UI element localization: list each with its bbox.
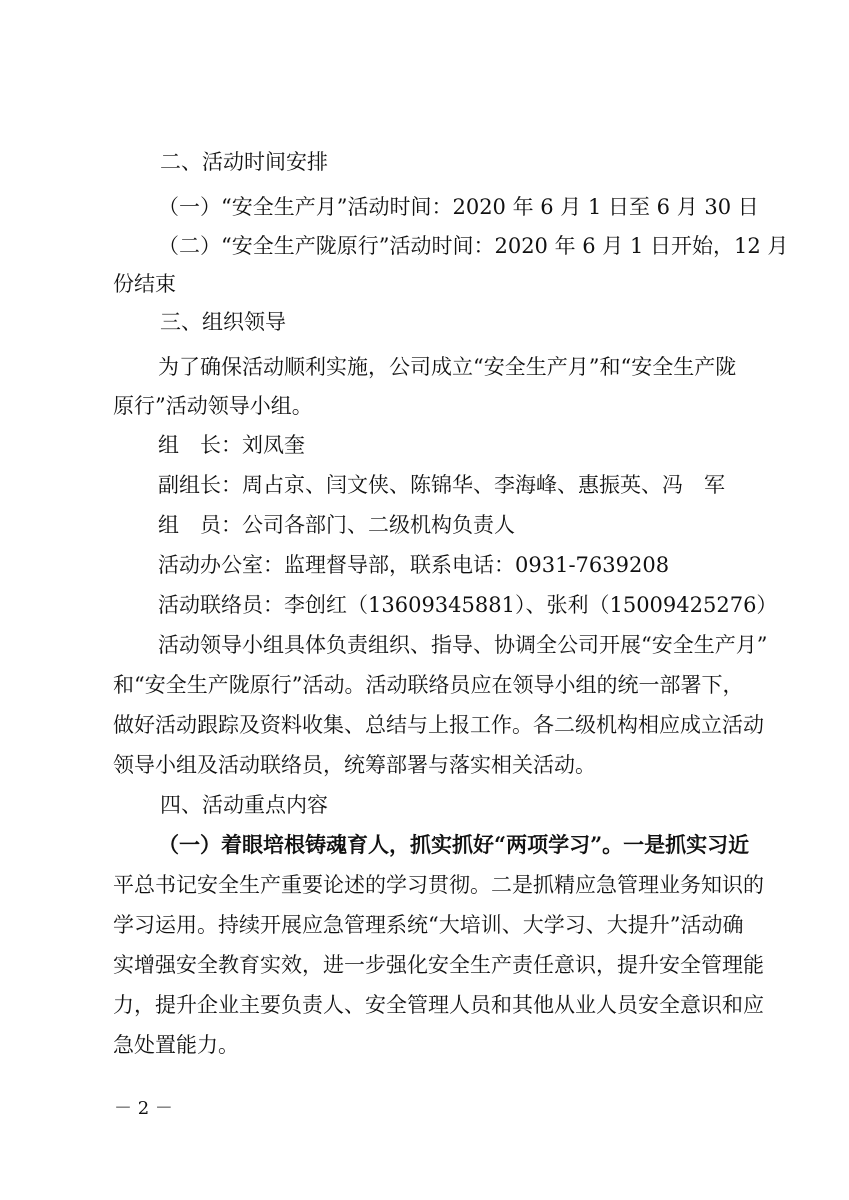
organization-intro-line1: 为了确保活动顺利实施，公司成立“安全生产月”和“安全生产陇 bbox=[158, 355, 737, 379]
leadership-duty-line3: 做好活动跟踪及资料收集、总结与上报工作。各二级机构相应成立活动 bbox=[113, 713, 764, 737]
activity-liaisons: 活动联络员：李创红（13609345881）、张利（15009425276） bbox=[158, 593, 778, 617]
section-heading-key-content: 四、活动重点内容 bbox=[160, 793, 328, 817]
key-content-item1-line4: 实增强安全教育实效，进一步强化安全生产责任意识，提升安全管理能 bbox=[113, 953, 764, 977]
schedule-item-safety-month: （一）“安全生产月”活动时间：2020 年 6 月 1 日至 6 月 30 日 bbox=[158, 195, 759, 219]
key-content-item1-line6: 急处置能力。 bbox=[113, 1033, 239, 1057]
key-content-item1-line2: 平总书记安全生产重要论述的学习贯彻。二是抓精应急管理业务知识的 bbox=[113, 873, 764, 897]
section-heading-organization: 三、组织领导 bbox=[160, 310, 286, 334]
key-content-item1-line3: 学习运用。持续开展应急管理系统“大培训、大学习、大提升”活动确 bbox=[113, 913, 744, 937]
key-content-item1-line5: 力，提升企业主要负责人、安全管理人员和其他从业人员安全意识和应 bbox=[113, 993, 764, 1017]
activity-office: 活动办公室：监理督导部，联系电话：0931-7639208 bbox=[158, 553, 670, 577]
schedule-item-longyuan-line1: （二）“安全生产陇原行”活动时间：2020 年 6 月 1 日开始，12 月 bbox=[158, 234, 789, 258]
deputy-leaders: 副组长：周占京、闫文侠、陈锦华、李海峰、惠振英、冯 军 bbox=[158, 473, 725, 497]
leadership-duty-line2: 和“安全生产陇原行”活动。活动联络员应在领导小组的统一部署下， bbox=[113, 673, 744, 697]
schedule-item-longyuan-line2: 份结束 bbox=[113, 272, 176, 296]
section-heading-schedule: 二、活动时间安排 bbox=[160, 150, 328, 174]
organization-intro-line2: 原行”活动领导小组。 bbox=[113, 394, 313, 418]
group-members: 组 员：公司各部门、二级机构负责人 bbox=[158, 513, 515, 537]
leadership-duty-line1: 活动领导小组具体负责组织、指导、协调全公司开展“安全生产月” bbox=[158, 633, 768, 657]
group-leader: 组 长：刘凤奎 bbox=[158, 433, 305, 457]
leadership-duty-line4: 领导小组及活动联络员，统筹部署与落实相关活动。 bbox=[113, 753, 596, 777]
key-content-item1-line1: （一）着眼培根铸魂育人，抓实抓好“两项学习”。一是抓实习近 bbox=[158, 832, 750, 857]
page-number: － 2 － bbox=[114, 1098, 173, 1119]
